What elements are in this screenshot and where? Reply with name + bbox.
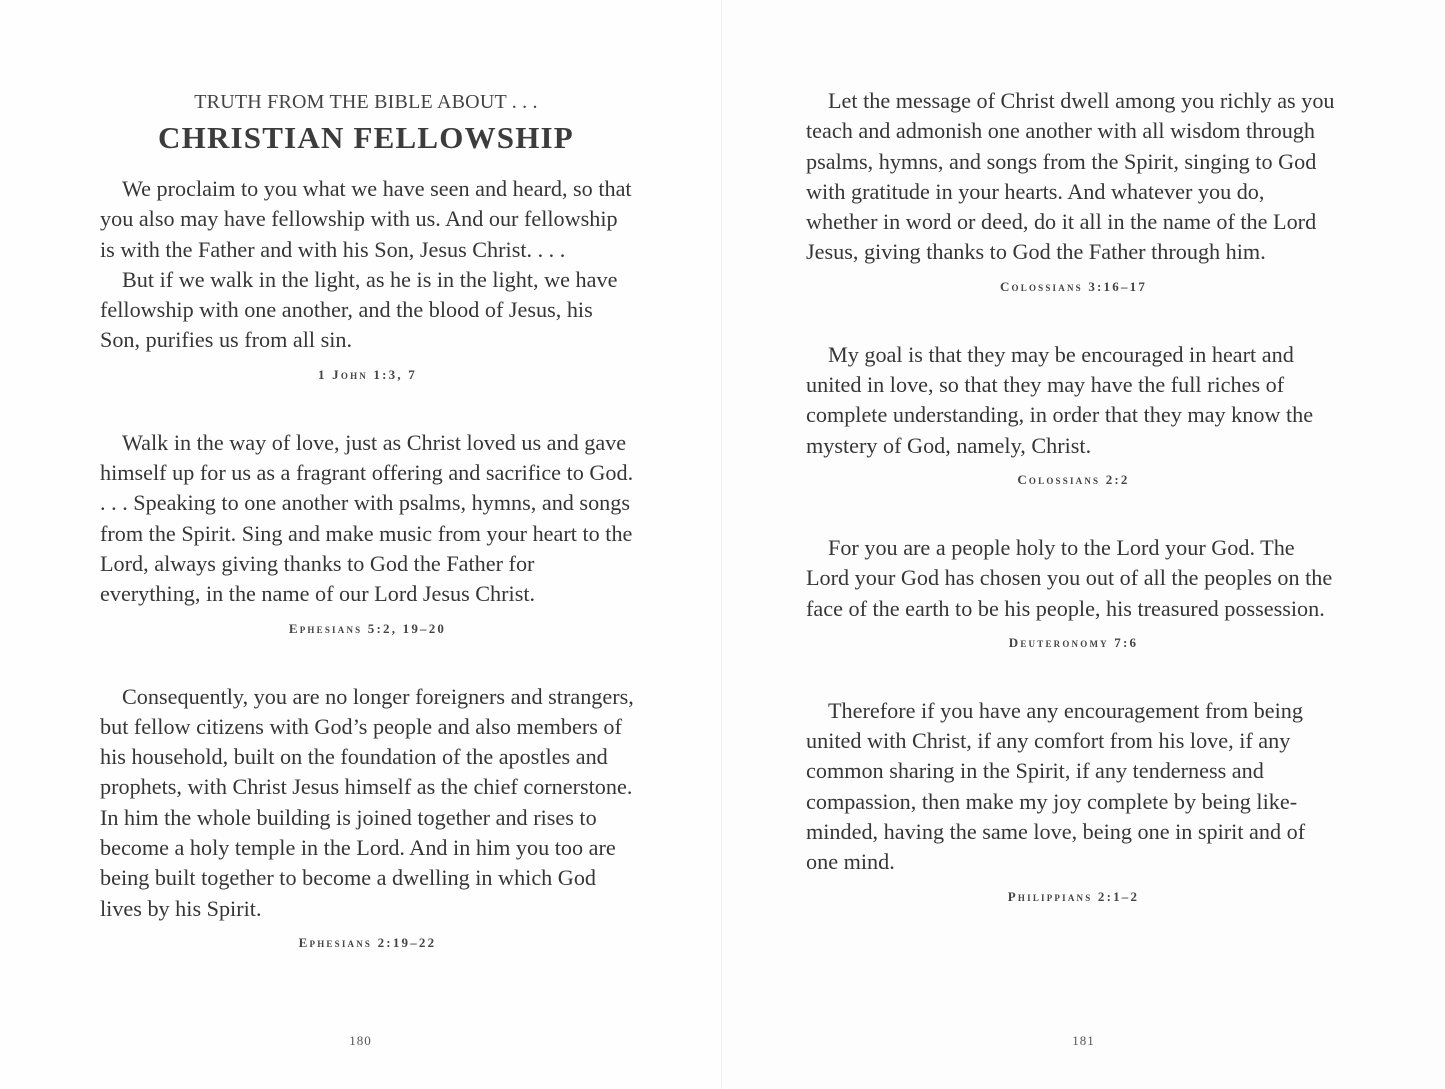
chapter-kicker: TRUTH FROM THE BIBLE ABOUT . . .: [194, 91, 538, 113]
passage: [806, 86, 1341, 296]
right-passages: [806, 86, 1341, 906]
passage-text: For you are a people holy to the Lord your God. The Lord your God has chosen you out of all the peoples on the face of the earth to be his people, his treasured possession.: [806, 534, 1333, 621]
passage: [806, 533, 1341, 652]
passage-text: Let the message of Christ dwell among you richly as you teach and admonish one another with all wisdom through psalms, hymns, and songs from the Spirit, singing to God with gratitude in your hearts. And whatever you do, whether in word or deed, do it all in the name of the Lord Jesus, giving thanks to God the Father through him.: [806, 88, 1335, 265]
left-page: [0, 0, 722, 1089]
scripture-reference: Colossians 2:2: [1017, 471, 1130, 487]
passage: [806, 696, 1341, 906]
passage-text: Therefore if you have any encouragement from being united with Christ, if any comfort from his love, if any common sharing in the Spirit, if any tenderness and compassion, then make my joy complete by being like-minded, having the same love, being one in spirit and of one mind.: [806, 697, 1306, 875]
passage: [100, 174, 635, 384]
passage: [100, 428, 635, 638]
left-passages: [100, 174, 635, 952]
page-number: 181: [1072, 1033, 1095, 1048]
chapter-title: CHRISTIAN FELLOWSHIP: [158, 120, 574, 155]
right-page: [722, 0, 1445, 1089]
scripture-reference: Philippians 2:1–2: [1007, 888, 1140, 904]
passage-text: Walk in the way of love, just as Christ loved us and gave himself up for us as a fragrant offering and sacrifice to God. . . . Speaking to one another with psalms, hymns, and songs from the Spirit. Sing and make music from your heart to the Lord, always giving thanks to God the Father for everything, in the name of our Lord Jesus Christ.: [100, 429, 634, 607]
passage: [100, 682, 635, 952]
passage-text: Consequently, you are no longer foreigners and strangers, but fellow citizens with God’s people and also members of his household, built on the foundation of the apostles and prophets, with Christ Jesus himself as the chief cornerstone. In him the whole building is joined together and rises to become a holy temple in the Lord. And in him you too are being built together to become a dwelling in which God lives by his Spirit.: [100, 683, 634, 921]
page-number: 180: [349, 1033, 372, 1048]
passage: [806, 340, 1341, 489]
scripture-reference: Deuteronomy 7:6: [1008, 634, 1139, 650]
passage-text: We proclaim to you what we have seen and heard, so that you also may have fellowship with us. And our fellowship is with the Father and with his Son, Jesus Christ. . . .: [100, 176, 632, 262]
chapter-header: [100, 90, 632, 158]
scripture-reference: 1 John 1:3, 7: [318, 366, 417, 382]
passage-text: But if we walk in the light, as he is in the light, we have fellowship with one another, and the blood of Jesus, his Son, purifies us from all sin.: [100, 266, 618, 353]
scripture-reference: Ephesians 2:19–22: [298, 934, 437, 950]
scripture-reference: Colossians 3:16–17: [999, 278, 1148, 294]
passage-text: My goal is that they may be encouraged in heart and united in love, so that they may have the full riches of complete understanding, in order that they may know the mystery of God, namely, Christ.: [806, 341, 1314, 458]
scripture-reference: Ephesians 5:2, 19–20: [288, 620, 447, 636]
